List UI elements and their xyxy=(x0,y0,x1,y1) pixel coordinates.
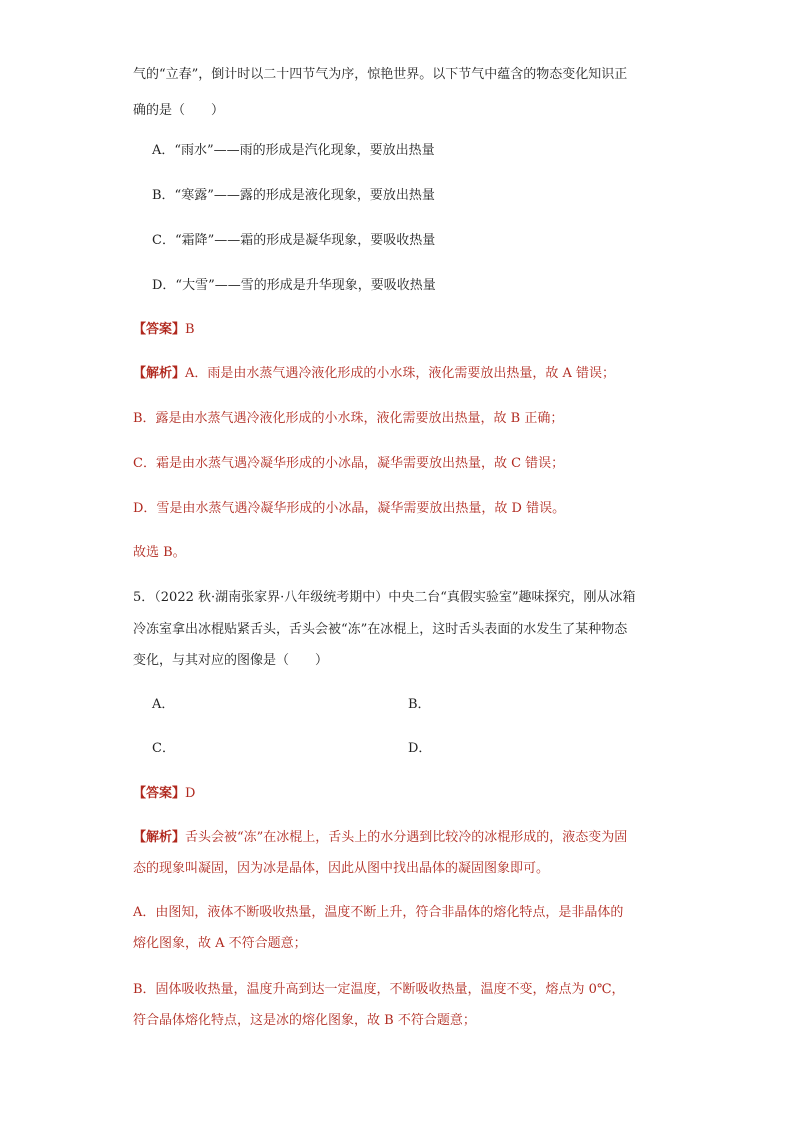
q4-analysis-line-4: D．雪是由水蒸气遇冷凝华形成的小冰晶，凝华需要放出热量，故 D 错误。 xyxy=(133,501,566,516)
q4-analysis-line-3: C．霜是由水蒸气遇冷凝华形成的小冰晶，凝华需要放出热量，故 C 错误； xyxy=(133,456,565,471)
q4-option-b: B．“寒露”——露的形成是液化现象，要放出热量 xyxy=(152,188,435,203)
q5-stem-line-2: 冷冻室拿出冰棍贴紧舌头，舌头会被“冻”在冰棍上，这时舌头表面的水发生了某种物态 xyxy=(133,622,628,637)
q5-analysis-a-line-2: 熔化图象，故 A 不符合题意； xyxy=(133,936,307,951)
q5-analysis-a-line-1: A．由图知，液体不断吸收热量，温度不断上升，符合非晶体的熔化特点，是非晶体的 xyxy=(133,905,624,920)
q5-option-a: A． xyxy=(152,697,175,712)
q4-option-a: A．“雨水”——雨的形成是汽化现象，要放出热量 xyxy=(152,143,435,158)
q4-answer-value: B xyxy=(185,322,195,337)
q4-analysis-line-1 xyxy=(133,365,615,383)
q5-analysis-line-2: 态的现象叫凝固，因为冰是晶体，因此从图中找出晶体的凝固图象即可。 xyxy=(133,861,550,876)
q4-analysis-line-2: B．露是由水蒸气遇冷液化形成的小水珠，液化需要放出热量，故 B 正确； xyxy=(133,411,564,426)
q5-analysis-line-1 xyxy=(133,829,627,847)
q5-answer-tag: 【答案】 xyxy=(133,786,186,801)
q5-analysis-b-line-1: B．固体吸收热量，温度升高到达一定温度，不断吸收热量，温度不变，熔点为 0℃， xyxy=(133,982,625,997)
q4-option-c: C．“霜降”——霜的形成是凝华现象，要吸收热量 xyxy=(152,233,436,248)
q4-option-d: D．“大雪”——雪的形成是升华现象，要吸收热量 xyxy=(152,278,436,293)
q5-answer xyxy=(133,785,195,803)
q4-analysis-text-1: A．雨是由水蒸气遇冷液化形成的小水珠，液化需要放出热量，故 A 错误； xyxy=(185,366,616,381)
q5-answer-value: D xyxy=(185,786,196,801)
q4-answer-tag: 【答案】 xyxy=(133,322,186,337)
q5-option-b: B． xyxy=(408,697,431,712)
q5-stem-line-3: 变化，与其对应的图像是（ ） xyxy=(133,653,329,668)
q5-option-c: C． xyxy=(152,741,175,756)
q4-stem-line-2: 确的是（ ） xyxy=(133,103,225,118)
q5-option-d: D． xyxy=(408,741,432,756)
q4-answer xyxy=(133,321,195,339)
q5-analysis-b-line-2: 符合晶体熔化特点，这是冰的熔化图象，故 B 不符合题意； xyxy=(133,1013,476,1028)
q5-analysis-text-1: 舌头会被“冻”在冰棍上，舌头上的水分遇到比较冷的冰棍形成的，液态变为固 xyxy=(185,830,628,845)
q4-analysis-tag: 【解析】 xyxy=(133,366,186,381)
q5-analysis-tag: 【解析】 xyxy=(133,830,186,845)
q4-conclusion: 故选 B。 xyxy=(133,545,186,560)
q4-stem-line-1: 气的“立春”，倒计时以二十四节气为序，惊艳世界。以下节气中蕴含的物态变化知识正 xyxy=(133,67,628,82)
q5-stem-line-1: 5．（2022 秋·湖南张家界·八年级统考期中）中央二台“真假实验室”趣味探究，刚从冰箱 xyxy=(133,590,636,605)
